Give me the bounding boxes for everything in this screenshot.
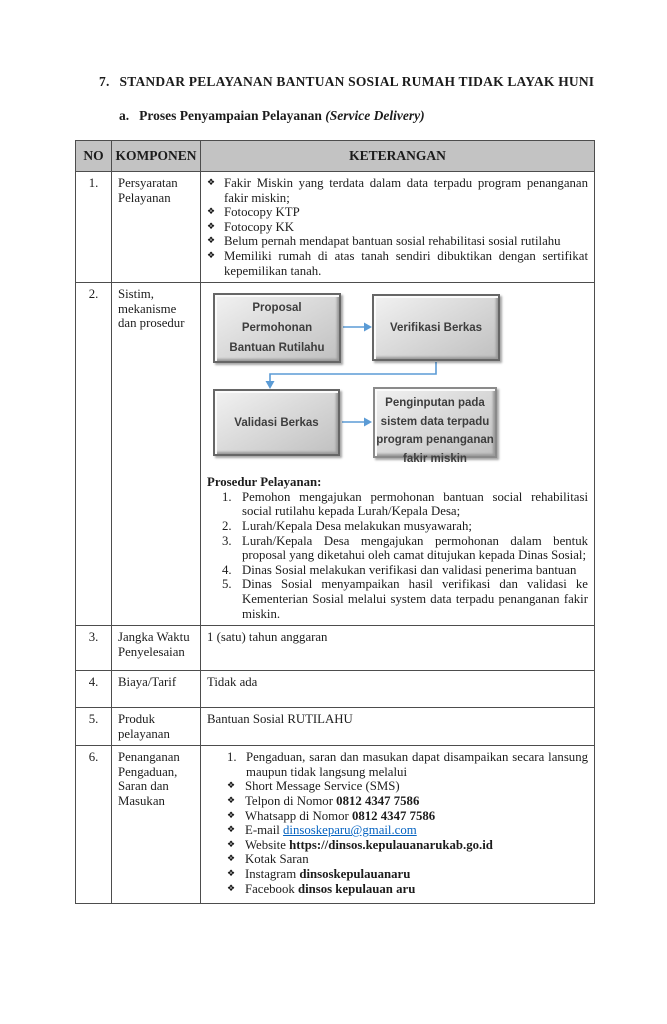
diamond-bullet-icon: ❖ xyxy=(207,207,216,218)
row2-keterangan xyxy=(201,283,595,626)
channel-item-whatsapp: ❖ Whatsapp di Nomor 0812 4347 7586 xyxy=(227,808,436,823)
row3-komponen: Jangka Waktu Penyelesaian xyxy=(112,626,201,671)
arrowhead-down-icon xyxy=(266,381,275,389)
table-row-sistim-mekanisme xyxy=(76,283,595,626)
diamond-bullet-icon: ❖ xyxy=(207,221,216,232)
table-row-produk-pelayanan xyxy=(76,708,595,746)
row1-komponen: Persyaratan Pelayanan xyxy=(112,172,201,283)
row5-no: 5. xyxy=(76,708,112,746)
flow-box-penginputan-data: Penginputan pada sistem data terpadu program penanganan fakir miskin xyxy=(373,387,497,458)
flow-box-verifikasi-berkas: Verifikasi Berkas xyxy=(372,294,500,361)
title-text: STANDAR PELAYANAN BANTUAN SOSIAL RUMAH TIDAK LAYAK HUNI xyxy=(119,74,595,89)
bullet-item: ❖ Fotocopy KK xyxy=(207,219,295,234)
header-no: NO xyxy=(76,141,112,172)
prosedur-step: 3. Lurah/Kepala Desa mengajukan permohonan dalam bentuk proposal yang diketahui oleh camat ditujukan kepada Dinas Sosial; xyxy=(222,533,588,563)
table-row-biaya-tarif xyxy=(76,671,595,708)
diamond-bullet-icon: ❖ xyxy=(207,250,216,261)
diamond-bullet-icon: ❖ xyxy=(207,178,216,188)
header-komponen: KOMPONEN xyxy=(112,141,201,172)
channel-item-sms: ❖ Short Message Service (SMS) xyxy=(227,779,400,794)
row3-keterangan: 1 (satu) tahun anggaran xyxy=(201,626,595,671)
row5-keterangan: Bantuan Sosial RUTILAHU xyxy=(201,708,595,746)
flowchart xyxy=(207,291,588,465)
diamond-bullet-icon: ❖ xyxy=(227,869,236,880)
bullet-item: ❖ Memiliki rumah di atas tanah sendiri dibuktikan dengan sertifikat kepemilikan tanah. xyxy=(207,248,588,278)
row2-komponen: Sistim, mekanisme dan prosedur xyxy=(112,283,201,626)
arrowhead-right-icon xyxy=(364,418,372,427)
channel-item-instagram: ❖ Instagram dinsoskepulauanaru xyxy=(227,867,411,882)
table-row-jangka-waktu xyxy=(76,626,595,671)
bullet-item: ❖ Belum pernah mendapat bantuan sosial rehabilitasi sosial rutilahu xyxy=(207,234,561,249)
diamond-bullet-icon: ❖ xyxy=(227,796,236,807)
subtitle-text: Proses Penyampaian Pelayanan (Service Delivery) xyxy=(139,108,425,123)
channel-item-kotak-saran: ❖ Kotak Saran xyxy=(227,852,309,867)
row4-keterangan: Tidak ada xyxy=(201,671,595,708)
page-subtitle xyxy=(119,108,425,124)
prosedur-step: 2. Lurah/Kepala Desa melakukan musyawarah; xyxy=(222,518,472,533)
header-keterangan: KETERANGAN xyxy=(201,141,595,172)
row6-keterangan xyxy=(201,746,595,904)
instagram-handle: dinsoskepulauanaru xyxy=(299,867,411,882)
diamond-bullet-icon: ❖ xyxy=(227,839,236,850)
facebook-handle: dinsos kepulauan aru xyxy=(297,881,416,896)
channel-item-website: ❖ Website https://dinsos.kepulauanarukab.go.id xyxy=(227,837,493,852)
table-header-row xyxy=(76,141,595,172)
flow-box-validasi-berkas: Validasi Berkas xyxy=(213,389,340,456)
title-number: 7. xyxy=(99,74,110,89)
diamond-bullet-icon: ❖ xyxy=(227,781,236,792)
arrowhead-right-icon xyxy=(364,323,372,332)
prosedur-step: 4. Dinas Sosial melakukan verifikasi dan validasi penerima bantuan xyxy=(222,562,577,577)
connector-line-down xyxy=(270,362,436,382)
channel-item-facebook: ❖ Facebook dinsos kepulauan aru xyxy=(227,881,416,896)
whatsapp-number: 0812 4347 7586 xyxy=(351,808,436,823)
diamond-bullet-icon: ❖ xyxy=(227,810,236,821)
row2-no: 2. xyxy=(76,283,112,626)
row6-komponen: Penanganan Pengaduan, Saran dan Masukan xyxy=(112,746,201,904)
diamond-bullet-icon: ❖ xyxy=(227,825,236,836)
email-link[interactable]: dinsoskeparu@gmail.com xyxy=(283,823,417,838)
prosedur-step: 5. Dinas Sosial menyampaikan hasil verifikasi dan validasi ke Kementerian Sosial melalui system data terpadu penanganan fakir miskin. xyxy=(222,577,588,621)
row4-komponen: Biaya/Tarif xyxy=(112,671,201,708)
bullet-item: ❖ Fakir Miskin yang terdata dalam data terpadu program penanganan fakir miskin; xyxy=(207,176,588,205)
subtitle-italic: (Service Delivery) xyxy=(325,108,425,123)
pengaduan-intro: 1. Pengaduan, saran dan masukan dapat disampaikan secara lansung maupun tidak langsung melalui xyxy=(227,750,588,779)
service-standard-table xyxy=(75,140,595,904)
row1-keterangan xyxy=(201,172,595,283)
subtitle-letter: a. xyxy=(119,108,130,123)
flow-box-proposal-permohonan: Proposal Permohonan Bantuan Rutilahu xyxy=(213,293,341,363)
row6-no: 6. xyxy=(76,746,112,904)
prosedur-pelayanan xyxy=(207,475,588,621)
channel-item-telpon: ❖ Telpon di Nomor 0812 4347 7586 xyxy=(227,794,420,809)
diamond-bullet-icon: ❖ xyxy=(227,854,236,865)
website-url: https://dinsos.kepulauanarukab.go.id xyxy=(289,837,493,852)
channel-item-email: ❖ E-mail dinsoskeparu@gmail.com xyxy=(227,823,417,838)
bullet-item: ❖ Fotocopy KTP xyxy=(207,205,300,220)
row1-no: 1. xyxy=(76,172,112,283)
row3-no: 3. xyxy=(76,626,112,671)
phone-number: 0812 4347 7586 xyxy=(336,794,420,809)
prosedur-step: 1. Pemohon mengajukan permohonan bantuan social rehabilitasi social rutilahu kepada Lurah/Kepala Desa; xyxy=(222,489,588,519)
diamond-bullet-icon: ❖ xyxy=(227,883,236,894)
row4-no: 4. xyxy=(76,671,112,708)
table-row-persyaratan xyxy=(76,172,595,283)
diamond-bullet-icon: ❖ xyxy=(207,236,216,247)
prosedur-title: Prosedur Pelayanan: xyxy=(207,475,322,490)
row5-komponen: Produk pelayanan xyxy=(112,708,201,746)
table-row-penanganan-pengaduan xyxy=(76,746,595,904)
page-title xyxy=(99,74,594,90)
